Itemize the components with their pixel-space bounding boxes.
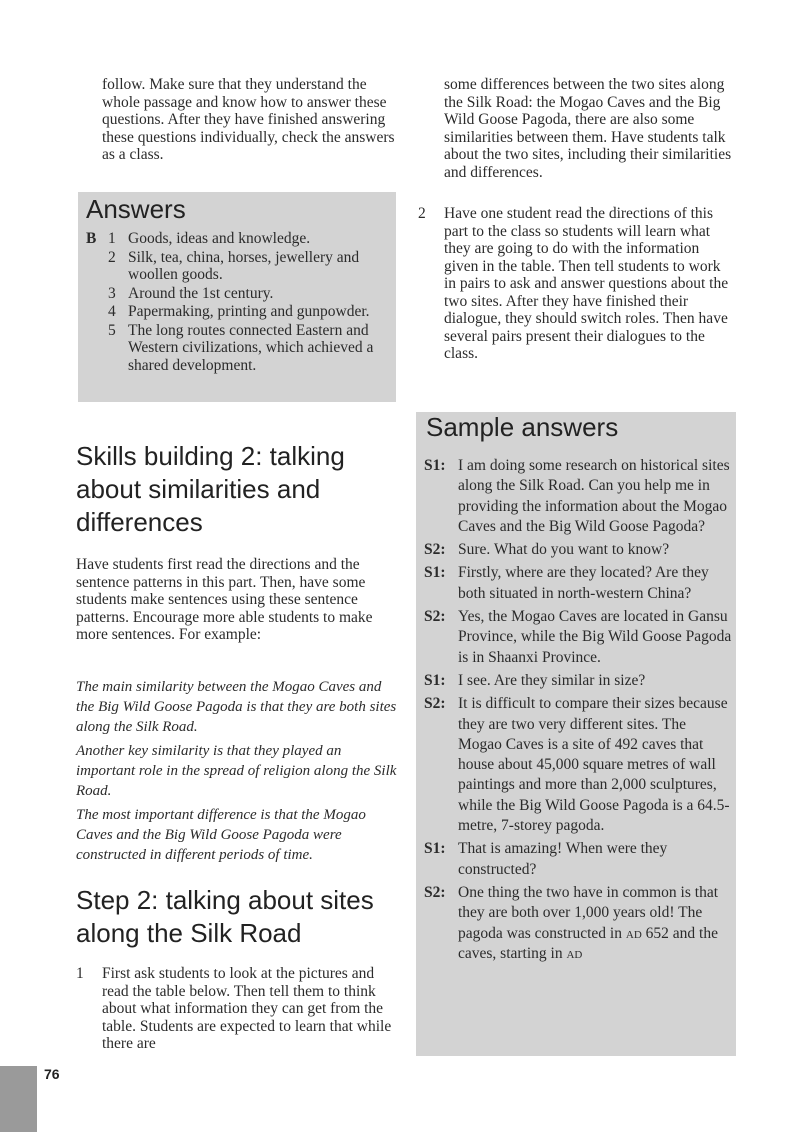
step-item-number: 2 xyxy=(418,205,426,222)
dialogue-line xyxy=(424,563,732,604)
answers-title: Answers xyxy=(86,194,186,224)
answer-item: 3 Around the 1st century. xyxy=(108,284,274,302)
speaker-label: S1: xyxy=(424,840,446,858)
dialogue-line xyxy=(424,607,732,668)
dialogue-line xyxy=(424,883,732,964)
continued-paragraph: some differences between the two sites along the Silk Road: the Mogao Caves and the Big Wild Goose Pagoda, there are also some similarities between them. Have students talk about the two sites, including their similarities and differences. xyxy=(444,76,732,181)
skills-paragraph: Have students first read the directions and the sentence patterns in this part. Then, have some students make sentences using these sentence patterns. Encourage more able students to make more sentences. For example: xyxy=(76,556,373,643)
example-sentences xyxy=(76,677,398,869)
speaker-label: S1: xyxy=(424,457,446,474)
dialogue-text: Firstly, where are they located? Are they both situated in north-western China? xyxy=(458,564,709,602)
answers-letter: B xyxy=(86,230,97,247)
intro-paragraph: follow. Make sure that they understand the whole passage and know how to answer these questions. After they have finished answering these questions individually, check the answers as a class. xyxy=(102,76,395,163)
dialogue-line xyxy=(424,694,732,836)
answers-list xyxy=(104,230,394,375)
step-item-text: First ask students to look at the pictures and read the table below. Then tell them to think about what information they can get from the table. Students are expected to learn that while there are xyxy=(102,965,392,1052)
speaker-label: S2: xyxy=(424,541,446,559)
dialogue-line xyxy=(424,839,732,880)
step-item-text: Have one student read the directions of this part to the class so students will learn what they are going to do with the information given in the table. Then tell students to work in pairs to ask and answer questions about the two sites. After they have finished their dialogue, they should switch roles. Then have several pairs present their dialogues to the class. xyxy=(444,205,729,362)
dialogue-text: I am doing some research on historical sites along the Silk Road. Can you help me in providing the information about the Mogao Caves and the Big Wild Goose Pagoda? xyxy=(458,457,730,535)
speaker-label: S2: xyxy=(424,883,446,901)
dialogue xyxy=(424,456,732,967)
skills-heading: Skills building 2: talking about similarities and differences xyxy=(76,441,345,537)
dialogue-line xyxy=(424,456,732,537)
dialogue-text: Yes, the Mogao Caves are located in Gansu Province, while the Big Wild Goose Pagoda is in Shaanxi Province. xyxy=(458,608,732,666)
answers-box xyxy=(78,192,396,402)
answer-item: 5 The long routes connected Eastern and Western civilizations, which achieved a shared development. xyxy=(108,321,374,374)
page-number: 76 xyxy=(44,1066,60,1082)
speaker-label: S1: xyxy=(424,564,446,582)
dialogue-text: It is difficult to compare their sizes because they are two very different sites. The Mogao Caves is a site of 492 caves that house about 45,000 square metres of wall paintings and more than 2,000 sculptures, while the Big Wild Goose Pagoda is a 64.5-metre, 7-storey pagoda. xyxy=(458,695,730,835)
dialogue-text: That is amazing! When were they constructed? xyxy=(458,840,668,878)
step-heading: Step 2: talking about sites along the Silk Road xyxy=(76,885,374,948)
answer-item: 2 Silk, tea, china, horses, jewellery and woollen goods. xyxy=(108,248,360,283)
dialogue-text: Sure. What do you want to know? xyxy=(458,541,670,559)
step-item-2 xyxy=(418,205,736,363)
answer-item: 4 Papermaking, printing and gunpowder. xyxy=(108,303,370,320)
page-edge-tab xyxy=(0,1066,37,1132)
speaker-label: S2: xyxy=(424,695,446,713)
dialogue-line xyxy=(424,671,732,691)
step-item-number: 1 xyxy=(76,965,84,982)
dialogue-text: One thing the two have in common is that they are both over 1,000 years old! The pagoda was constructed in ad 652 and the caves, starting in ad xyxy=(458,883,719,962)
dialogue-text: I see. Are they similar in size? xyxy=(458,671,646,689)
speaker-label: S2: xyxy=(424,608,446,626)
answer-item: 1 Goods, ideas and knowledge. xyxy=(108,230,311,247)
example-sentence: The most important difference is that the Mogao Caves and the Big Wild Goose Pagoda were constructed in different periods of time. xyxy=(76,807,366,863)
example-sentence: Another key similarity is that they played an important role in the spread of religion along the Silk Road. xyxy=(76,743,397,799)
example-sentence: The main similarity between the Mogao Caves and the Big Wild Goose Pagoda is that they are both sites along the Silk Road. xyxy=(76,679,397,735)
step-item-1 xyxy=(76,965,398,1053)
speaker-label: S1: xyxy=(424,671,446,689)
dialogue-line xyxy=(424,540,732,560)
sample-answers-title: Sample answers xyxy=(426,412,619,442)
sample-answers-box xyxy=(416,412,736,1056)
